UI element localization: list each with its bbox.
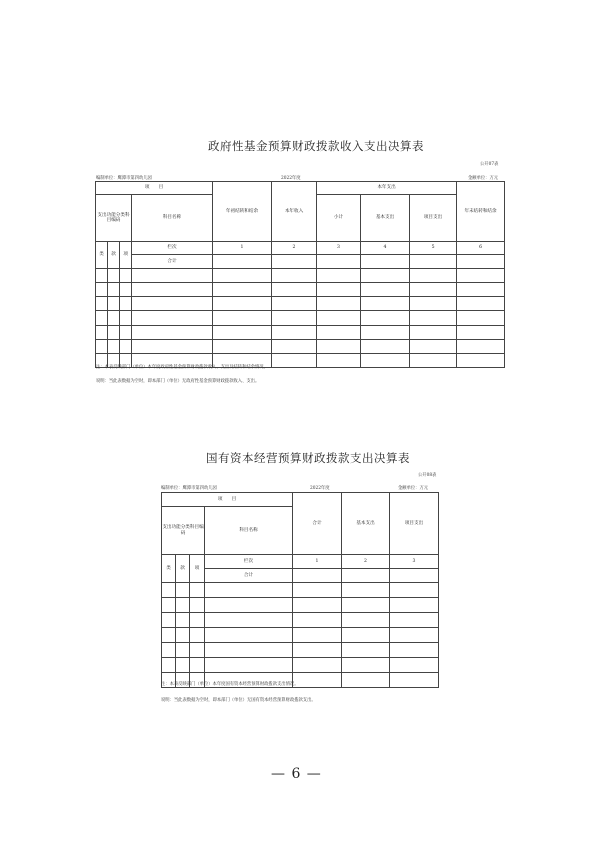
table-row bbox=[96, 340, 505, 354]
table-cell bbox=[317, 255, 361, 269]
table2-lei: 类 bbox=[162, 555, 176, 583]
table1-num: 6 bbox=[457, 242, 505, 255]
table1-xiang: 项 bbox=[120, 242, 132, 269]
table2-num: 1 bbox=[293, 555, 342, 569]
table1-year: 2022年度 bbox=[281, 176, 301, 181]
table2-row-total: 合计 bbox=[205, 569, 293, 583]
table2-project-header: 项 目 bbox=[162, 493, 293, 507]
table-row bbox=[96, 311, 505, 326]
table1-col-end: 年末结转和结余 bbox=[457, 182, 505, 242]
table-row bbox=[162, 658, 439, 673]
table-row bbox=[162, 613, 439, 628]
table1-title: 政府性基金预算财政拨款收入支出决算表 bbox=[208, 139, 424, 153]
table2-col-basic: 基本支出 bbox=[342, 493, 390, 555]
table-cell bbox=[361, 255, 410, 269]
table1-col-expense: 本年支出 bbox=[317, 182, 457, 195]
table1-num: 3 bbox=[317, 242, 361, 255]
table1-row-total: 合计 bbox=[132, 255, 213, 269]
table2-grid bbox=[161, 492, 439, 688]
table1-func-code: 支出功能分类科目编码 bbox=[96, 195, 132, 242]
table-row bbox=[162, 598, 439, 613]
table2-func-code: 支出功能分类科目编码 bbox=[162, 507, 205, 555]
table1-num: 4 bbox=[361, 242, 410, 255]
table2-row-lanci: 栏次 bbox=[205, 555, 293, 569]
table1-project-header: 项 目 bbox=[96, 182, 213, 195]
table2-subject-name: 科目名称 bbox=[205, 507, 293, 555]
table2-year: 2022年度 bbox=[310, 486, 330, 491]
table2-explanation: 说明：当此表数据为空时，即本部门（单位）无国有资本经营预算财政拨款支出。 bbox=[161, 698, 316, 703]
table2-kuan: 款 bbox=[176, 555, 190, 583]
table1-grid bbox=[95, 181, 505, 368]
table1-kuan: 款 bbox=[108, 242, 120, 269]
table2-col-project: 项目支出 bbox=[390, 493, 439, 555]
table1-unit-left: 编制单位：鹰潭市第四幼儿园 bbox=[96, 176, 152, 181]
table-cell bbox=[410, 255, 457, 269]
table1-code: 公开07表 bbox=[480, 162, 499, 167]
table1-col-begin: 年初结转和结余 bbox=[213, 182, 272, 242]
table2-unit-left: 编制单位：鹰潭市第四幼儿园 bbox=[161, 486, 217, 491]
table1-lei: 类 bbox=[96, 242, 108, 269]
table-cell bbox=[342, 569, 390, 583]
table-cell bbox=[293, 569, 342, 583]
page-number: — 6 — bbox=[271, 766, 322, 782]
table2-code: 公开08表 bbox=[418, 473, 437, 478]
table2-xiang: 项 bbox=[190, 555, 205, 583]
table1-explanation: 说明：当此表数据为空时，即本部门（单位）无政府性基金预算财政拨款收入、支出。 bbox=[96, 379, 260, 384]
table-row bbox=[96, 283, 505, 297]
table1-col-income: 本年收入 bbox=[272, 182, 317, 242]
table-row bbox=[96, 326, 505, 340]
table1-num: 1 bbox=[213, 242, 272, 255]
table-row bbox=[162, 583, 439, 598]
table2-col-subtotal: 合计 bbox=[293, 493, 342, 555]
table-row bbox=[162, 643, 439, 658]
table2-note: 注：本表反映部门（单位）本年度国有资本经营预算财政拨款支出情况。 bbox=[161, 682, 299, 687]
table2-num: 3 bbox=[390, 555, 439, 569]
table1-col-subtotal: 小计 bbox=[317, 195, 361, 242]
table2-num: 2 bbox=[342, 555, 390, 569]
table-row bbox=[162, 628, 439, 643]
table-cell bbox=[390, 569, 439, 583]
table-row bbox=[96, 297, 505, 311]
table-cell bbox=[213, 255, 272, 269]
table1-subject-name: 科目名称 bbox=[132, 195, 213, 242]
table1-num: 2 bbox=[272, 242, 317, 255]
table2-unit-right: 金额单位：万元 bbox=[398, 486, 429, 491]
table1-col-basic: 基本支出 bbox=[361, 195, 410, 242]
table1-unit-right: 金额单位：万元 bbox=[468, 176, 499, 181]
table-row bbox=[96, 269, 505, 283]
table1-col-project: 项目支出 bbox=[410, 195, 457, 242]
table-cell bbox=[272, 255, 317, 269]
table1-num: 5 bbox=[410, 242, 457, 255]
table-cell bbox=[457, 255, 505, 269]
table1-row-lanci: 栏次 bbox=[132, 242, 213, 255]
table1-note: 注：本表反映部门（单位）本年度政府性基金预算财政拨款收入、支出及结转和结余情况。 bbox=[96, 365, 268, 370]
table2-title: 国有资本经营预算财政拨款支出决算表 bbox=[206, 451, 410, 465]
